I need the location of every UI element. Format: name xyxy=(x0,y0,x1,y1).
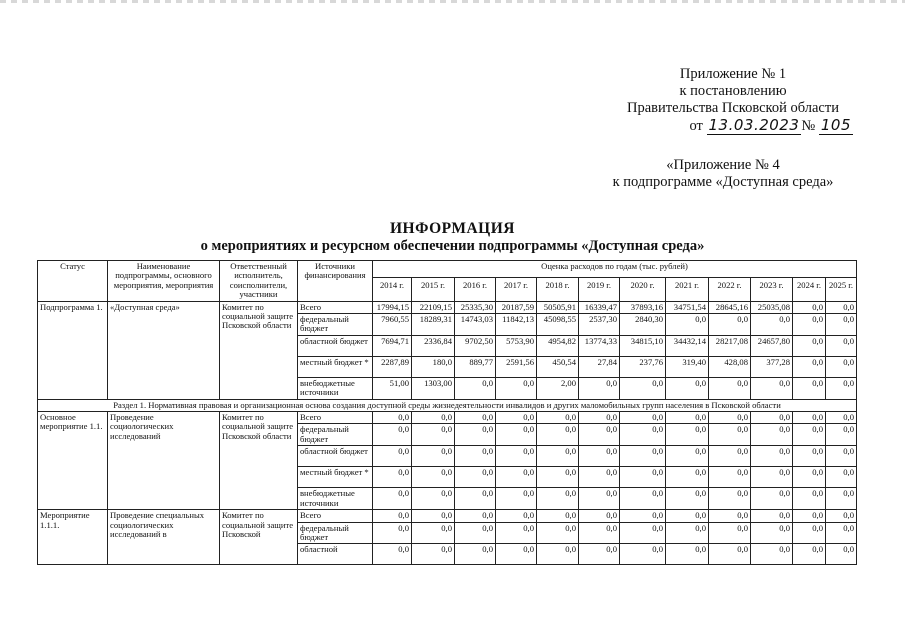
row-value: 0,0 xyxy=(826,424,857,446)
row-value: 0,0 xyxy=(579,467,620,488)
expenses-table xyxy=(37,260,857,565)
row-source: Всего xyxy=(298,301,373,313)
row-value: 0,0 xyxy=(579,377,620,399)
row-value: 45098,55 xyxy=(537,314,579,336)
row-value: 0,0 xyxy=(455,424,496,446)
row-value: 0,0 xyxy=(751,424,793,446)
row-value: 27,84 xyxy=(579,356,620,377)
row-value: 0,0 xyxy=(709,377,751,399)
row-value: 0,0 xyxy=(826,301,857,313)
row-value: 0,0 xyxy=(793,522,826,544)
row-value: 180,0 xyxy=(412,356,455,377)
row-value: 0,0 xyxy=(666,424,709,446)
row-value: 0,0 xyxy=(793,377,826,399)
row-value: 0,0 xyxy=(496,488,537,510)
row-value: 16339,47 xyxy=(579,301,620,313)
row-status: Основное мероприятие 1.1. xyxy=(38,412,108,510)
row-value: 34815,10 xyxy=(620,335,666,356)
row-value: 37893,16 xyxy=(620,301,666,313)
row-value: 9702,50 xyxy=(455,335,496,356)
row-value: 0,0 xyxy=(412,467,455,488)
header-estimate: Оценка расходов по годам (тыс. рублей) xyxy=(373,261,857,278)
row-value: 428,08 xyxy=(709,356,751,377)
row-value: 0,0 xyxy=(793,314,826,336)
row-value: 0,0 xyxy=(579,412,620,424)
row-value: 0,0 xyxy=(793,412,826,424)
row-value: 0,0 xyxy=(496,424,537,446)
row-source: Всего xyxy=(298,412,373,424)
row-value: 889,77 xyxy=(455,356,496,377)
handwritten-date: 13.03.2023 xyxy=(708,116,800,134)
row-value: 13774,33 xyxy=(579,335,620,356)
header-status: Статус xyxy=(38,261,108,302)
annex-4-block xyxy=(593,157,853,191)
annex-1-block xyxy=(613,66,853,135)
row-source: областной бюджет xyxy=(298,446,373,467)
row-source: местный бюджет * xyxy=(298,356,373,377)
header-year: 2025 г. xyxy=(826,278,857,301)
row-value: 17994,15 xyxy=(373,301,412,313)
header-year: 2019 г. xyxy=(579,278,620,301)
row-value: 34751,54 xyxy=(666,301,709,313)
row-value: 0,0 xyxy=(709,424,751,446)
scan-edge-artifact xyxy=(0,0,905,3)
row-value: 0,0 xyxy=(537,446,579,467)
row-value: 0,0 xyxy=(455,488,496,510)
number-prefix: № xyxy=(801,118,816,134)
row-value: 0,0 xyxy=(579,544,620,565)
row-value: 28217,08 xyxy=(709,335,751,356)
row-source: областной бюджет xyxy=(298,335,373,356)
row-value: 0,0 xyxy=(455,377,496,399)
row-value: 377,28 xyxy=(751,356,793,377)
row-executor: Комитет по социальной защите Псковской области xyxy=(220,412,298,510)
row-value: 2537,30 xyxy=(579,314,620,336)
row-value: 0,0 xyxy=(826,446,857,467)
row-value: 7694,71 xyxy=(373,335,412,356)
row-value: 0,0 xyxy=(412,488,455,510)
row-value: 0,0 xyxy=(793,488,826,510)
row-source: внебюджетные источники xyxy=(298,377,373,399)
row-value: 0,0 xyxy=(620,488,666,510)
row-value: 0,0 xyxy=(666,467,709,488)
row-value: 0,0 xyxy=(373,544,412,565)
row-status: Подпрограмма 1. xyxy=(38,301,108,399)
row-value: 0,0 xyxy=(412,424,455,446)
row-value: 0,0 xyxy=(620,510,666,522)
row-value: 0,0 xyxy=(793,301,826,313)
row-value: 237,76 xyxy=(620,356,666,377)
row-value: 0,0 xyxy=(496,510,537,522)
row-value: 0,0 xyxy=(412,510,455,522)
row-value: 0,0 xyxy=(709,522,751,544)
header-year: 2024 г. xyxy=(793,278,826,301)
row-value: 0,0 xyxy=(751,544,793,565)
row-value: 20187,59 xyxy=(496,301,537,313)
row-value: 25035,08 xyxy=(751,301,793,313)
row-value: 2336,84 xyxy=(412,335,455,356)
row-source: федеральный бюджет xyxy=(298,424,373,446)
row-value: 0,0 xyxy=(826,488,857,510)
header-name: Наименование подпрограммы, основного мероприятия, мероприятия xyxy=(108,261,220,302)
table-body xyxy=(38,301,857,565)
row-value: 0,0 xyxy=(709,314,751,336)
row-value: 0,0 xyxy=(455,446,496,467)
row-value: 0,0 xyxy=(666,412,709,424)
row-value: 0,0 xyxy=(666,510,709,522)
table-row xyxy=(38,510,857,522)
row-value: 0,0 xyxy=(455,467,496,488)
row-value: 0,0 xyxy=(496,446,537,467)
row-value: 0,0 xyxy=(666,522,709,544)
row-value: 0,0 xyxy=(455,522,496,544)
row-value: 319,40 xyxy=(666,356,709,377)
row-value: 0,0 xyxy=(496,412,537,424)
handwritten-number: 105 xyxy=(820,116,851,134)
section-title: Раздел 1. Нормативная правовая и организационная основа создания доступной среды жизнедеятельности инвалидов и других маломобильных групп населения в Псковской области xyxy=(38,399,857,411)
row-value: 0,0 xyxy=(826,377,857,399)
annex-1-date-line xyxy=(613,117,853,135)
annex-1-resolution: к постановлению xyxy=(679,83,787,99)
row-value: 0,0 xyxy=(537,424,579,446)
row-value: 0,0 xyxy=(579,488,620,510)
row-value: 0,0 xyxy=(793,544,826,565)
row-value: 0,0 xyxy=(620,467,666,488)
row-value: 0,0 xyxy=(751,314,793,336)
row-value: 0,0 xyxy=(793,424,826,446)
row-value: 0,0 xyxy=(537,544,579,565)
header-year: 2014 г. xyxy=(373,278,412,301)
row-value: 0,0 xyxy=(537,412,579,424)
row-value: 0,0 xyxy=(496,544,537,565)
row-value: 2287,89 xyxy=(373,356,412,377)
row-name: Проведение специальных социологических исследований в xyxy=(108,510,220,565)
row-value: 0,0 xyxy=(455,544,496,565)
row-value: 0,0 xyxy=(537,467,579,488)
row-value: 0,0 xyxy=(826,510,857,522)
row-executor: Комитет по социальной защите Псковской области xyxy=(220,301,298,399)
header-year: 2015 г. xyxy=(412,278,455,301)
row-value: 4954,82 xyxy=(537,335,579,356)
row-value: 450,54 xyxy=(537,356,579,377)
row-value: 0,0 xyxy=(412,544,455,565)
row-value: 2591,56 xyxy=(496,356,537,377)
row-status: Мероприятие 1.1.1. xyxy=(38,510,108,565)
row-value: 0,0 xyxy=(666,446,709,467)
table-row xyxy=(38,301,857,313)
row-value: 0,0 xyxy=(793,335,826,356)
row-value: 18289,31 xyxy=(412,314,455,336)
row-value: 28645,16 xyxy=(709,301,751,313)
row-value: 0,0 xyxy=(826,335,857,356)
row-value: 22109,15 xyxy=(412,301,455,313)
row-value: 0,0 xyxy=(579,510,620,522)
row-value: 0,0 xyxy=(751,412,793,424)
row-value: 0,0 xyxy=(537,488,579,510)
row-value: 0,0 xyxy=(826,522,857,544)
row-value: 0,0 xyxy=(666,377,709,399)
row-value: 0,0 xyxy=(826,544,857,565)
row-value: 0,0 xyxy=(620,377,666,399)
header-year: 2017 г. xyxy=(496,278,537,301)
row-value: 0,0 xyxy=(620,522,666,544)
row-value: 0,0 xyxy=(826,467,857,488)
row-value: 0,0 xyxy=(455,412,496,424)
annex-4-subprogram: к подпрограмме «Доступная среда» xyxy=(612,174,834,190)
row-value: 0,0 xyxy=(620,544,666,565)
row-value: 51,00 xyxy=(373,377,412,399)
row-value: 1303,00 xyxy=(412,377,455,399)
row-value: 0,0 xyxy=(751,446,793,467)
row-value: 2,00 xyxy=(537,377,579,399)
row-value: 0,0 xyxy=(373,467,412,488)
row-value: 0,0 xyxy=(751,377,793,399)
row-value: 24657,80 xyxy=(751,335,793,356)
row-value: 0,0 xyxy=(496,467,537,488)
row-source: местный бюджет * xyxy=(298,467,373,488)
row-value: 0,0 xyxy=(412,522,455,544)
header-executor: Ответственный исполнитель, соисполнители, участники xyxy=(220,261,298,302)
header-year: 2016 г. xyxy=(455,278,496,301)
row-value: 25335,30 xyxy=(455,301,496,313)
row-value: 50505,91 xyxy=(537,301,579,313)
header-year: 2021 г. xyxy=(666,278,709,301)
document-subtitle: о мероприятиях и ресурсном обеспечении подпрограммы «Доступная среда» xyxy=(200,238,705,254)
section-row xyxy=(38,399,857,411)
date-prefix: от xyxy=(689,118,703,134)
document-title: ИНФОРМАЦИЯ xyxy=(390,220,515,237)
row-value: 0,0 xyxy=(709,446,751,467)
row-value: 0,0 xyxy=(412,446,455,467)
row-value: 0,0 xyxy=(373,488,412,510)
row-value: 0,0 xyxy=(373,510,412,522)
row-value: 14743,03 xyxy=(455,314,496,336)
table-row xyxy=(38,412,857,424)
row-value: 0,0 xyxy=(793,356,826,377)
row-value: 0,0 xyxy=(373,424,412,446)
row-source: внебюджетные источники xyxy=(298,488,373,510)
row-executor: Комитет по социальной защите Псковской xyxy=(220,510,298,565)
row-value: 0,0 xyxy=(826,314,857,336)
row-value: 0,0 xyxy=(496,522,537,544)
row-value: 0,0 xyxy=(826,412,857,424)
row-value: 0,0 xyxy=(373,446,412,467)
row-value: 0,0 xyxy=(709,510,751,522)
row-value: 0,0 xyxy=(793,467,826,488)
row-value: 0,0 xyxy=(620,412,666,424)
header-year: 2023 г. xyxy=(751,278,793,301)
row-value: 0,0 xyxy=(537,510,579,522)
header-year: 2018 г. xyxy=(537,278,579,301)
row-value: 0,0 xyxy=(666,314,709,336)
row-value: 0,0 xyxy=(709,488,751,510)
header-sources: Источники финансирования xyxy=(298,261,373,302)
annex-1-title: Приложение № 1 xyxy=(679,66,787,82)
annex-4-title: «Приложение № 4 xyxy=(666,157,780,173)
header-year: 2020 г. xyxy=(620,278,666,301)
row-value: 11842,13 xyxy=(496,314,537,336)
row-value: 0,0 xyxy=(620,424,666,446)
row-name: «Доступная среда» xyxy=(108,301,220,399)
row-value: 0,0 xyxy=(751,488,793,510)
row-value: 0,0 xyxy=(579,522,620,544)
row-value: 0,0 xyxy=(793,446,826,467)
row-value: 0,0 xyxy=(751,467,793,488)
row-value: 5753,90 xyxy=(496,335,537,356)
row-source: федеральный бюджет xyxy=(298,314,373,336)
row-value: 0,0 xyxy=(579,424,620,446)
row-value: 0,0 xyxy=(373,412,412,424)
row-value: 0,0 xyxy=(496,377,537,399)
row-value: 0,0 xyxy=(709,412,751,424)
row-value: 7960,55 xyxy=(373,314,412,336)
row-value: 0,0 xyxy=(455,510,496,522)
row-value: 0,0 xyxy=(826,356,857,377)
row-source: областной xyxy=(298,544,373,565)
row-value: 0,0 xyxy=(412,412,455,424)
row-name: Проведение социологических исследований xyxy=(108,412,220,510)
header-year: 2022 г. xyxy=(709,278,751,301)
row-value: 0,0 xyxy=(537,522,579,544)
row-value: 0,0 xyxy=(373,522,412,544)
row-source: федеральный бюджет xyxy=(298,522,373,544)
row-value: 0,0 xyxy=(620,446,666,467)
row-value: 0,0 xyxy=(666,544,709,565)
row-value: 0,0 xyxy=(709,544,751,565)
row-value: 0,0 xyxy=(709,467,751,488)
row-source: Всего xyxy=(298,510,373,522)
annex-1-government: Правительства Псковской области xyxy=(627,100,839,116)
row-value: 0,0 xyxy=(751,510,793,522)
row-value: 0,0 xyxy=(751,522,793,544)
row-value: 0,0 xyxy=(666,488,709,510)
row-value: 0,0 xyxy=(579,446,620,467)
row-value: 34432,14 xyxy=(666,335,709,356)
row-value: 2840,30 xyxy=(620,314,666,336)
row-value: 0,0 xyxy=(793,510,826,522)
